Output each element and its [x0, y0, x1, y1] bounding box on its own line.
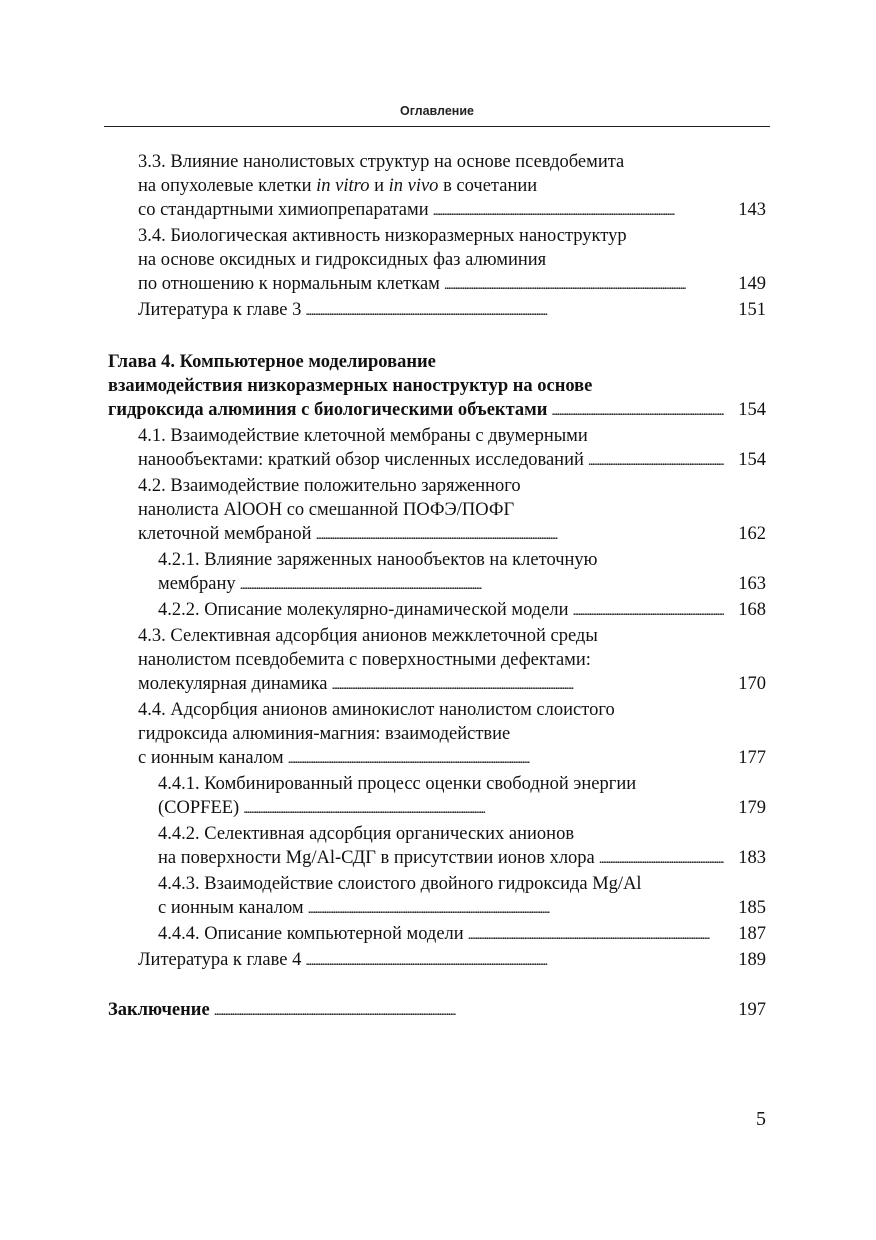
toc-entry-text: 3.4. Биологическая активность низкоразмерных наноструктур: [138, 226, 627, 246]
toc-entry-3-3[interactable]: [108, 150, 766, 224]
dot-leader: [243, 796, 724, 822]
toc-entry-chapter-4[interactable]: [108, 350, 766, 424]
dot-leader: [305, 298, 724, 324]
toc-entry-text: нанообъектами: краткий обзор численных исследований: [138, 450, 584, 470]
dot-leader: [588, 448, 724, 474]
toc-entry-literature-4[interactable]: [108, 948, 766, 974]
dot-leader: [468, 922, 724, 948]
toc-entry-text: гидроксида алюминия с биологическими объектами: [108, 400, 548, 420]
toc-entry-text: гидроксида алюминия-магния: взаимодействие: [138, 724, 511, 744]
toc-page-number: 168: [738, 600, 766, 620]
toc-entry-text: 4.2. Взаимодействие положительно заряженного: [138, 476, 521, 496]
toc-page-number: 151: [738, 300, 766, 320]
toc-page-number: 197: [738, 1000, 766, 1020]
toc-page-number: 162: [738, 524, 766, 544]
toc-page-number: 154: [738, 400, 766, 420]
toc-page-number: 149: [738, 274, 766, 294]
toc-entry-text: Литература к главе 3: [138, 300, 302, 320]
toc-entry-4-4-4[interactable]: [108, 922, 766, 948]
toc-entry-text: 4.3. Селективная адсорбция анионов межклеточной среды: [138, 626, 598, 646]
dot-leader: [551, 398, 724, 424]
toc-entry-text: 4.4.4. Описание компьютерной модели: [158, 924, 464, 944]
dot-leader: [599, 846, 724, 872]
toc-entry-text: молекулярная динамика: [138, 674, 328, 694]
toc-entry-text: взаимодействия низкоразмерных наноструктур на основе: [108, 376, 593, 396]
toc-entry-text: на основе оксидных и гидроксидных фаз алюминия: [138, 250, 547, 270]
dot-leader: [444, 272, 724, 298]
dot-leader: [240, 572, 724, 598]
toc-entry-text: 4.1. Взаимодействие клеточной мембраны с двумерными: [138, 426, 588, 446]
dot-leader: [332, 672, 724, 698]
toc-entry-text: с ионным каналом: [158, 898, 304, 918]
toc-page-number: 183: [738, 848, 766, 868]
dot-leader: [573, 598, 724, 624]
toc-entry-literature-3[interactable]: [108, 298, 766, 324]
toc-entry-4-1[interactable]: [108, 424, 766, 474]
toc-page-number: 177: [738, 748, 766, 768]
toc-entry-text: 4.2.1. Влияние заряженных нанообъектов на клеточную: [158, 550, 598, 570]
toc-entry-text: 4.2.2. Описание молекулярно-динамической модели: [158, 600, 569, 620]
toc-entry-text: со стандартными химиопрепаратами: [138, 200, 429, 220]
dot-leader: [433, 198, 724, 224]
dot-leader: [308, 896, 724, 922]
dot-leader: [316, 522, 724, 548]
toc-entry-text: Литература к главе 4: [138, 950, 302, 970]
toc-entry-text: нанолистом псевдобемита с поверхностными дефектами:: [138, 650, 591, 670]
dot-leader: [305, 948, 724, 974]
toc-entry-text: 4.4. Адсорбция анионов аминокислот нанолистом слоистого: [138, 700, 615, 720]
toc-entry-text: Глава 4. Компьютерное моделирование: [108, 352, 436, 372]
table-of-contents: [108, 150, 766, 1024]
running-header: Оглавление: [400, 104, 474, 118]
toc-entry-4-4-1[interactable]: [108, 772, 766, 822]
toc-entry-4-4-3[interactable]: [108, 872, 766, 922]
toc-entry-text: мембрану: [158, 574, 236, 594]
toc-page-number: 179: [738, 798, 766, 818]
toc-entry-text: Заключение: [108, 1000, 210, 1020]
toc-entry-text: на опухолевые клетки in vitro и in vivo в сочетании: [138, 176, 538, 196]
toc-entry-4-4[interactable]: [108, 698, 766, 772]
toc-entry-4-3[interactable]: [108, 624, 766, 698]
toc-entry-text: клеточной мембраной: [138, 524, 312, 544]
toc-entry-3-4[interactable]: [108, 224, 766, 298]
toc-entry-text: нанолиста AlOOH со смешанной ПОФЭ/ПОФГ: [138, 500, 515, 520]
toc-entry-4-2-1[interactable]: [108, 548, 766, 598]
toc-page-number: 187: [738, 924, 766, 944]
toc-entry-text: 4.4.2. Селективная адсорбция органических анионов: [158, 824, 575, 844]
toc-entry-text: 4.4.1. Комбинированный процесс оценки свободной энергии: [158, 774, 637, 794]
toc-page-number: 163: [738, 574, 766, 594]
toc-entry-text: 4.4.3. Взаимодействие слоистого двойного гидроксида Mg/Al: [158, 874, 642, 894]
toc-page-number: 189: [738, 950, 766, 970]
toc-entry-4-2-2[interactable]: [108, 598, 766, 624]
toc-entry-4-4-2[interactable]: [108, 822, 766, 872]
toc-entry-text: на поверхности Mg/Al-СДГ в присутствии ионов хлора: [158, 848, 595, 868]
toc-entry-text: (COPFEE): [158, 798, 240, 818]
dot-leader: [288, 746, 724, 772]
toc-entry-text: с ионным каналом: [138, 748, 284, 768]
toc-entry-conclusion[interactable]: [108, 998, 766, 1024]
toc-entry-text: по отношению к нормальным клеткам: [138, 274, 440, 294]
dot-leader: [214, 998, 724, 1024]
toc-page-number: 143: [738, 200, 766, 220]
toc-entry-4-2[interactable]: [108, 474, 766, 548]
header-rule: [104, 126, 770, 127]
toc-entry-text: 3.3. Влияние нанолистовых структур на основе псевдобемита: [138, 152, 625, 172]
toc-page-number: 154: [738, 450, 766, 470]
toc-page-number: 185: [738, 898, 766, 918]
page-number: 5: [756, 1108, 766, 1130]
toc-page-number: 170: [738, 674, 766, 694]
